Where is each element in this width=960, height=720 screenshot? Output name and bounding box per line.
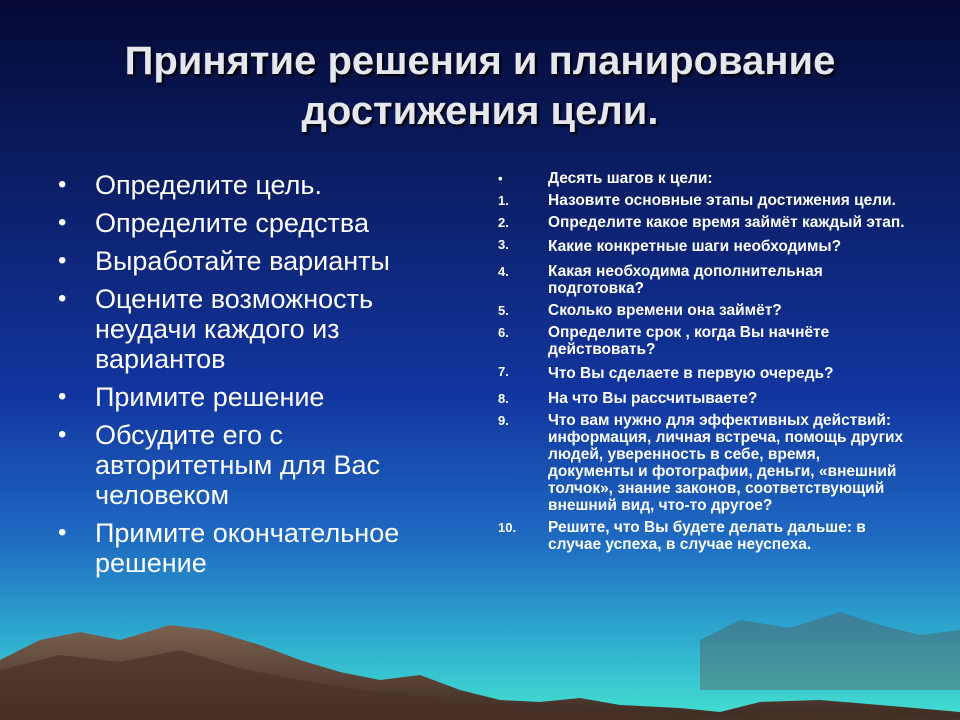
bullet-icon: • — [58, 421, 67, 448]
step-item: 2. Определите какое время займёт каждый этап. — [498, 214, 905, 231]
slide-title — [40, 36, 920, 136]
steps-header: • Десять шагов к цели: — [498, 170, 713, 187]
right-steps-list — [498, 170, 908, 558]
bullet-icon: • — [58, 519, 67, 546]
step-item: 1. Назовите основные этапы достижения цели. — [498, 192, 896, 209]
step-item: 5. Сколько времени она займёт? — [498, 302, 782, 319]
title-line-2: достижения цели. — [301, 89, 659, 133]
left-bullet-item: • Определите средства — [58, 208, 369, 238]
left-bullet-item: • Примите окончательное решение — [58, 518, 400, 578]
title-line-1: Принятие решения и планирование — [124, 39, 836, 83]
left-bullet-item: • Примите решение — [58, 382, 325, 412]
step-item: 7. Что Вы сделаете в первую очередь? — [498, 364, 834, 382]
step-item: 6. Определите срок , когда Вы начнёте действовать? — [498, 324, 830, 358]
step-item: 9. Что вам нужно для эффективных действий: информация, личная встреча, помощь других людей, уверенность в себе, время, документы и фотографии, деньги, «внешний толчок», знание законов, соответствующий внешний вид, что-то другое? — [498, 412, 904, 514]
bullet-icon: • — [58, 247, 67, 274]
step-item: 10. Решите, что Вы будете делать дальше: в случае успеха, в случае неуспеха. — [498, 519, 866, 553]
bullet-icon: • — [58, 171, 67, 198]
left-bullet-item: • Обсудите его с авторитетным для Вас человеком — [58, 420, 381, 510]
left-bullet-item: • Оцените возможность неудачи каждого из вариантов — [58, 284, 374, 374]
left-bullet-list — [58, 170, 458, 586]
left-bullet-item: • Выработайте варианты — [58, 246, 390, 276]
left-bullet-item: • Определите цель. — [58, 170, 322, 200]
bullet-icon: • — [498, 171, 503, 186]
step-item: 3. Какие конкретные шаги необходимы? — [498, 237, 842, 255]
bullet-icon: • — [58, 285, 67, 312]
step-item: 8. На что Вы рассчитываете? — [498, 390, 758, 407]
step-item: 4. Какая необходима дополнительная подготовка? — [498, 263, 823, 297]
bullet-icon: • — [58, 209, 67, 236]
bullet-icon: • — [58, 383, 67, 410]
